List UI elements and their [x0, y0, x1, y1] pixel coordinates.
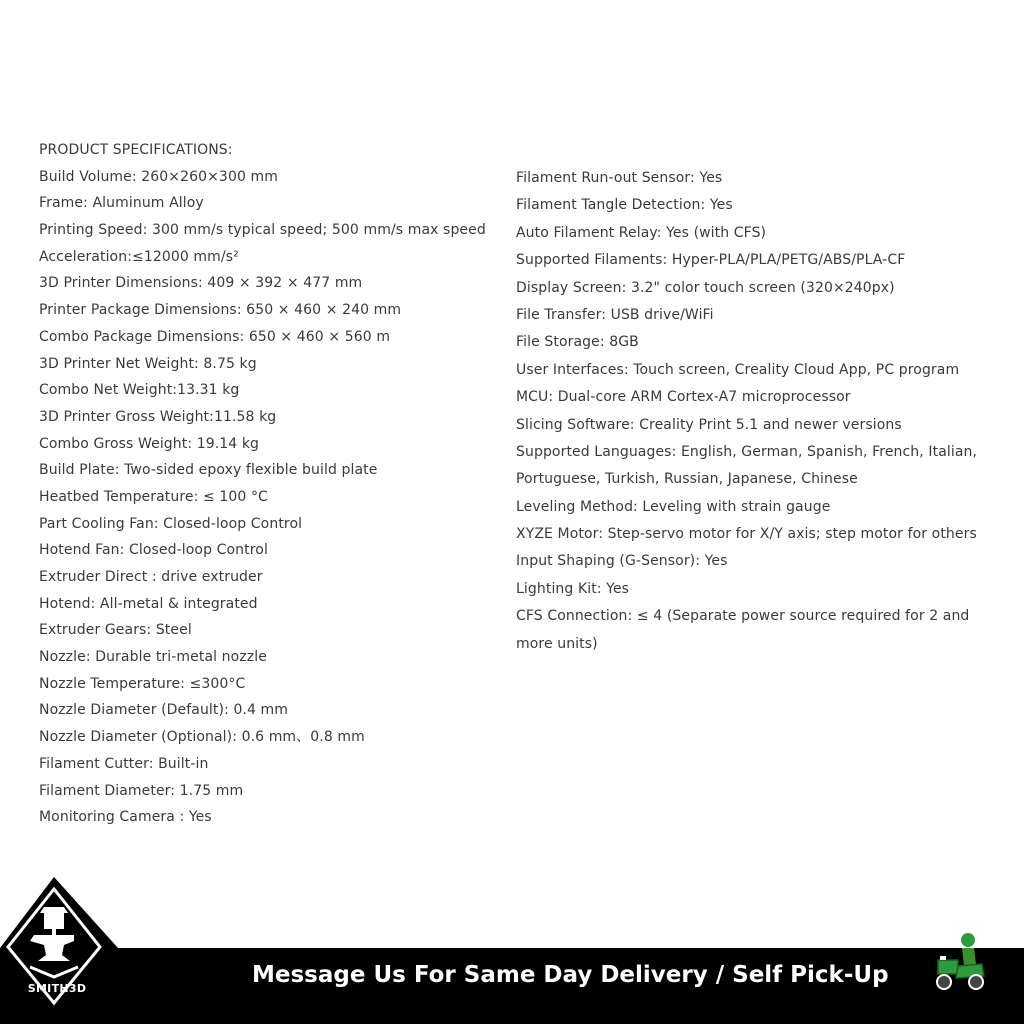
spec-item: Filament Diameter: 1.75 mm — [39, 782, 244, 799]
spec-item: 3D Printer Dimensions: 409 × 392 × 477 mm — [39, 275, 363, 292]
spec-item: Combo Net Weight:13.31 kg — [39, 382, 240, 399]
spec-item: Nozzle Diameter (Optional): 0.6 mm、0.8 mm — [39, 729, 365, 746]
spec-item: Filament Tangle Detection: Yes — [516, 197, 733, 214]
spec-item: Extruder Direct : drive extruder — [39, 569, 263, 585]
spec-item: Hotend Fan: Closed-loop Control — [39, 542, 268, 559]
spec-item: Hotend: All-metal & integrated — [39, 595, 258, 612]
spec-item: File Transfer: USB drive/WiFi — [516, 306, 714, 323]
spec-item: Printer Package Dimensions: 650 × 460 × 240 mm — [39, 302, 402, 319]
banner-text: Message Us For Same Day Delivery / Self Pick-Up — [252, 962, 889, 988]
spec-item: Build Plate: Two-sided epoxy flexible build plate — [39, 462, 378, 479]
spec-item: Slicing Software: Creality Print 5.1 and newer versions — [516, 416, 902, 433]
spec-item: Combo Package Dimensions: 650 × 460 × 560 m — [39, 328, 391, 345]
spec-item: Printing Speed: 300 mm/s typical speed; 500 mm/s max speed — [39, 222, 486, 239]
spec-item: Leveling Method: Leveling with strain gauge — [516, 498, 831, 515]
smith3d-logo-icon — [0, 877, 118, 1024]
logo-text: SMITH3D — [27, 982, 87, 995]
spec-item: Heatbed Temperature: ≤ 100 °C — [39, 488, 268, 505]
spec-item: MCU: Dual-core ARM Cortex-A7 microprocessor — [516, 389, 851, 406]
spec-item: Supported Filaments: Hyper-PLA/PLA/PETG/ABS/PLA-CF — [516, 252, 906, 269]
spec-item: Part Cooling Fan: Closed-loop Control — [39, 515, 303, 532]
spec-item: Nozzle Diameter (Default): 0.4 mm — [39, 702, 289, 719]
spec-item: Build Volume: 260×260×300 mm — [39, 168, 278, 185]
spec-item: Supported Languages: English, German, Spanish, French, Italian, — [516, 443, 978, 460]
spec-item: File Storage: 8GB — [516, 334, 639, 351]
spec-item: Combo Gross Weight: 19.14 kg — [39, 435, 260, 452]
spec-item: Nozzle Temperature: ≤300°C — [39, 675, 246, 692]
spec-item: Auto Filament Relay: Yes (with CFS) — [516, 224, 767, 241]
spec-item: Filament Cutter: Built-in — [39, 755, 209, 772]
spec-item: Display Screen: 3.2" color touch screen (320×240px) — [516, 279, 895, 296]
spec-item: Portuguese, Turkish, Russian, Japanese, Chinese — [516, 471, 858, 488]
spec-item: Frame: Aluminum Alloy — [39, 195, 204, 212]
spec-item: CFS Connection: ≤ 4 (Separate power source required for 2 and — [516, 608, 970, 625]
spec-item: XYZE Motor: Step-servo motor for X/Y axis; step motor for others — [516, 526, 977, 543]
spec-list-left — [39, 140, 486, 834]
spec-item: Monitoring Camera : Yes — [39, 809, 212, 826]
spec-item: Nozzle: Durable tri-metal nozzle — [39, 649, 267, 666]
spec-item: Acceleration:≤12000 mm/s² — [39, 248, 239, 265]
spec-heading: PRODUCT SPECIFICATIONS: — [39, 142, 233, 158]
delivery-scooter-icon — [928, 930, 988, 992]
spec-item: 3D Printer Net Weight: 8.75 kg — [39, 355, 257, 372]
spec-item: more units) — [516, 635, 598, 652]
spec-item: 3D Printer Gross Weight:11.58 kg — [39, 408, 277, 425]
spec-item: Lighting Kit: Yes — [516, 580, 630, 597]
spec-item: Extruder Gears: Steel — [39, 622, 192, 639]
spec-list-right — [516, 168, 996, 661]
spec-item: User Interfaces: Touch screen, Creality Cloud App, PC program — [516, 361, 960, 378]
spec-item: Filament Run-out Sensor: Yes — [516, 170, 723, 186]
spec-item: Input Shaping (G-Sensor): Yes — [516, 553, 728, 570]
